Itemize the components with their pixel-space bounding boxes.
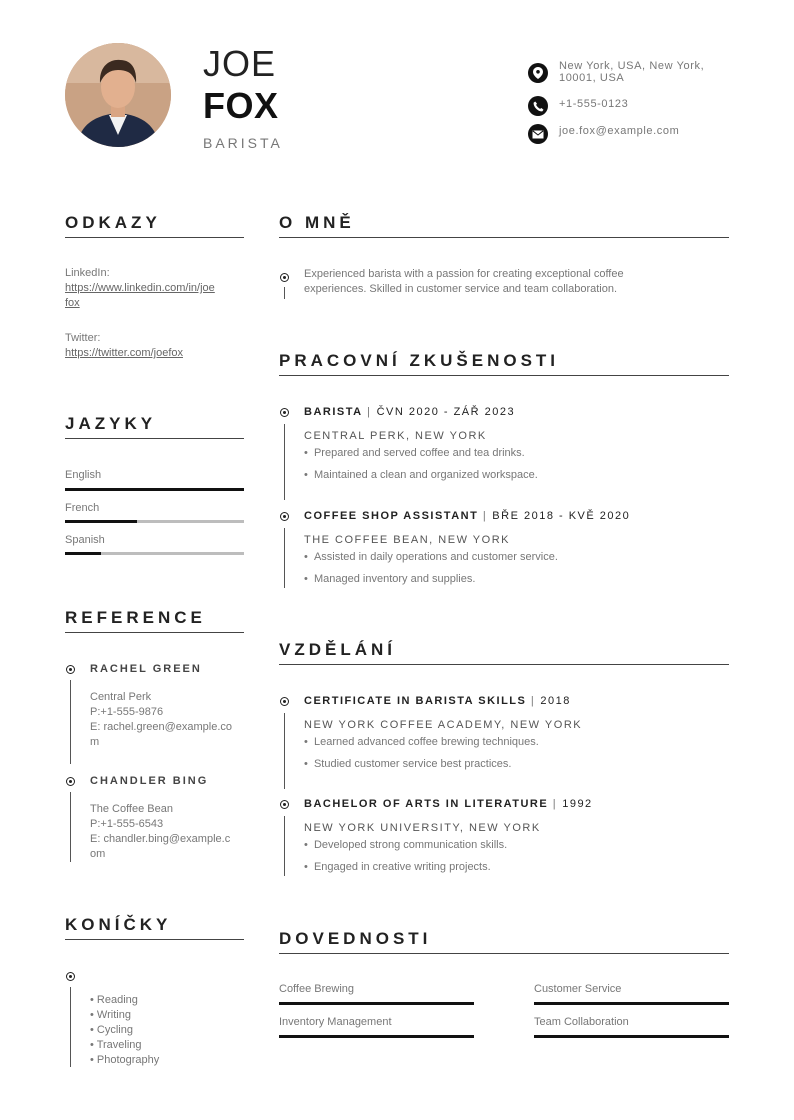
education-degree: CERTIFICATE IN BARISTA SKILLS — [304, 695, 527, 707]
timeline-marker — [280, 697, 289, 706]
reference-details — [90, 802, 246, 862]
education-bullet-text: Developed strong communication skills. — [313, 839, 508, 851]
job-dates: BŘE 2018 - KVĚ 2020 — [492, 510, 631, 522]
timeline-marker — [280, 273, 289, 282]
education-year: 2018 — [540, 695, 571, 707]
about-heading: O MNĚ — [279, 213, 355, 232]
hobbies-heading: KONÍČKY — [65, 915, 172, 934]
title-separator: | — [530, 695, 536, 707]
reference-email: E: rachel.green@example.co — [90, 721, 233, 733]
skill-name: Team Collaboration — [534, 1016, 629, 1028]
language-level-track — [65, 552, 244, 555]
contact-address — [559, 60, 704, 84]
reference-details — [90, 690, 246, 750]
reference-email-wrap: om — [90, 848, 106, 860]
job-entry-title — [304, 510, 630, 522]
twitter-label: Twitter: — [65, 332, 101, 344]
links-list — [65, 266, 245, 361]
last-name: FOX — [203, 85, 279, 126]
hobby-item: • Writing — [90, 1009, 131, 1021]
language-name: French — [65, 502, 100, 514]
education-bullet: • Learned advanced coffee brewing techniques. — [304, 736, 539, 748]
education-heading: VZDĚLÁNÍ — [279, 640, 396, 659]
timeline-marker — [66, 777, 75, 786]
education-divider — [279, 664, 729, 665]
skills-divider — [279, 953, 729, 954]
job-place: CENTRAL PERK, NEW YORK — [304, 430, 487, 442]
education-bullet: • Developed strong communication skills. — [304, 839, 508, 851]
title-separator: | — [482, 510, 488, 522]
reference-name: CHANDLER BING — [90, 775, 209, 787]
linkedin-link[interactable] — [65, 281, 245, 311]
language-name: Spanish — [65, 534, 105, 546]
timeline-marker — [280, 408, 289, 417]
skill-bar — [279, 1002, 474, 1005]
skill-bar — [534, 1035, 729, 1038]
hobby-item: • Photography — [90, 1054, 160, 1066]
linkedin-url-line[interactable]: fox — [65, 297, 80, 309]
about-line: Experienced barista with a passion for creating exceptional coffee — [304, 268, 624, 280]
linkedin-url-line[interactable]: https://www.linkedin.com/in/joe — [65, 282, 215, 294]
twitter-link[interactable]: https://twitter.com/joefox — [65, 347, 183, 359]
timeline-line — [284, 816, 285, 876]
language-name: English — [65, 469, 102, 481]
languages-divider — [65, 438, 244, 439]
education-entry-title — [304, 798, 593, 810]
job-dates: ČVN 2020 - ZÁŘ 2023 — [376, 406, 516, 418]
about-text — [304, 267, 724, 297]
job-bullet-text: Prepared and served coffee and tea drinks. — [313, 447, 525, 459]
hobbies-list — [90, 993, 159, 1068]
education-school: NEW YORK UNIVERSITY, NEW YORK — [304, 822, 541, 834]
job-bullet-text: Assisted in daily operations and customer service. — [313, 551, 558, 563]
timeline-line — [70, 987, 71, 1067]
phone-icon — [528, 96, 548, 116]
language-level-fill — [65, 552, 101, 555]
address-line: 10001, USA — [559, 72, 625, 84]
job-bullet-text: Managed inventory and supplies. — [313, 573, 476, 585]
timeline-marker — [66, 972, 75, 981]
education-bullet-text: Learned advanced coffee brewing techniques. — [313, 736, 539, 748]
job-bullet: • Assisted in daily operations and customer service. — [304, 551, 558, 563]
skill-name: Coffee Brewing — [279, 983, 355, 995]
timeline-line — [284, 713, 285, 789]
hobby-item: • Reading — [90, 994, 138, 1006]
profile-photo-image — [65, 43, 171, 147]
experience-heading: PRACOVNÍ ZKUŠENOSTI — [279, 351, 560, 370]
job-role: BARISTA — [304, 406, 363, 418]
title-separator: | — [367, 406, 372, 418]
profile-photo — [65, 43, 171, 147]
contact-phone: +1-555-0123 — [559, 98, 629, 110]
reference-email-wrap: m — [90, 736, 100, 748]
linkedin-label: LinkedIn: — [65, 267, 110, 279]
links-divider — [65, 237, 244, 238]
reference-company: The Coffee Bean — [90, 803, 173, 815]
skill-name: Customer Service — [534, 983, 622, 995]
education-bullet-text: Engaged in creative writing projects. — [313, 861, 491, 873]
timeline-marker — [280, 512, 289, 521]
hobby-item: • Traveling — [90, 1039, 142, 1051]
links-heading: ODKAZY — [65, 213, 161, 232]
references-heading: REFERENCE — [65, 608, 206, 627]
job-bullet: • Maintained a clean and organized workspace. — [304, 469, 538, 481]
experience-divider — [279, 375, 729, 376]
language-level-track — [65, 488, 244, 491]
reference-company: Central Perk — [90, 691, 152, 703]
email-icon — [528, 124, 548, 144]
skill-name: Inventory Management — [279, 1016, 392, 1028]
job-bullet-text: Maintained a clean and organized workspace. — [313, 469, 538, 481]
language-level-fill — [65, 488, 244, 491]
about-line: experiences. Skilled in customer service and team collaboration. — [304, 283, 618, 295]
education-bullet: • Studied customer service best practices. — [304, 758, 512, 770]
language-level-fill — [65, 520, 137, 523]
title-separator: | — [552, 798, 558, 810]
job-entry-title — [304, 406, 515, 418]
timeline-marker — [280, 800, 289, 809]
reference-phone: P:+1-555-9876 — [90, 706, 164, 718]
timeline-line — [284, 424, 285, 500]
address-line: New York, USA, New York, — [559, 60, 705, 72]
skill-bar — [534, 1002, 729, 1005]
timeline-line — [70, 680, 71, 764]
timeline-marker — [66, 665, 75, 674]
references-divider — [65, 632, 244, 633]
education-bullet: • Engaged in creative writing projects. — [304, 861, 491, 873]
job-role: COFFEE SHOP ASSISTANT — [304, 510, 479, 522]
timeline-line — [70, 792, 71, 862]
skills-heading: DOVEDNOSTI — [279, 929, 432, 948]
job-bullet: • Prepared and served coffee and tea drinks. — [304, 447, 525, 459]
contact-email[interactable]: joe.fox@example.com — [559, 125, 680, 137]
language-level-track — [65, 520, 244, 523]
job-title: BARISTA — [203, 135, 283, 151]
skill-bar — [279, 1035, 474, 1038]
job-place: THE COFFEE BEAN, NEW YORK — [304, 534, 510, 546]
hobby-item: • Cycling — [90, 1024, 133, 1036]
job-bullet: • Managed inventory and supplies. — [304, 573, 476, 585]
education-school: NEW YORK COFFEE ACADEMY, NEW YORK — [304, 719, 583, 731]
location-icon — [528, 63, 548, 83]
reference-email: E: chandler.bing@example.c — [90, 833, 231, 845]
education-entry-title — [304, 695, 571, 707]
reference-phone: P:+1-555-6543 — [90, 818, 164, 830]
about-divider — [279, 237, 729, 238]
education-degree: BACHELOR OF ARTS IN LITERATURE — [304, 798, 549, 810]
education-bullet-text: Studied customer service best practices. — [313, 758, 512, 770]
timeline-line — [284, 287, 285, 299]
reference-name: RACHEL GREEN — [90, 663, 202, 675]
first-name: JOE — [203, 43, 277, 84]
timeline-line — [284, 528, 285, 588]
hobbies-divider — [65, 939, 244, 940]
education-year: 1992 — [562, 798, 593, 810]
languages-heading: JAZYKY — [65, 414, 157, 433]
